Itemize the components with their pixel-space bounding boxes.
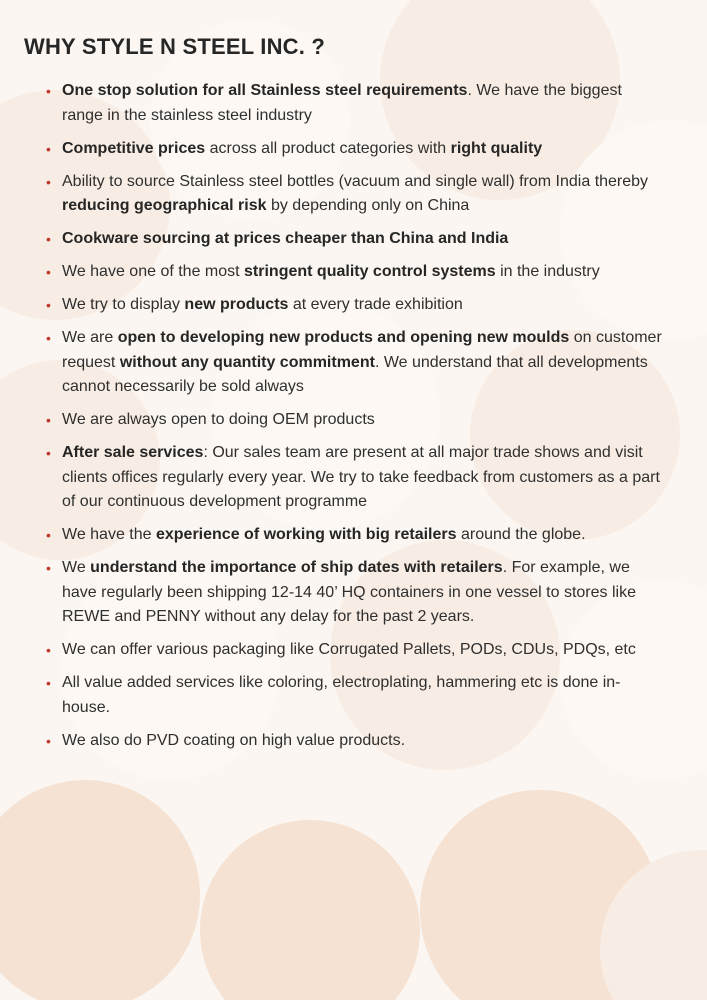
- emphasis-text: One stop solution for all Stainless steel requirements: [62, 82, 468, 99]
- body-text: We have one of the most: [62, 263, 245, 280]
- emphasis-text: experience of working with big retailers: [155, 526, 457, 543]
- list-item: [62, 79, 667, 128]
- body-text: around the globe.: [456, 526, 586, 543]
- emphasis-text: Competitive prices: [62, 139, 206, 157]
- emphasis-text: After sale services: [62, 444, 204, 461]
- body-text: at every trade exhibition: [288, 296, 463, 313]
- body-text: We try to display: [62, 296, 185, 313]
- list-item: [62, 260, 667, 285]
- list-item: [62, 556, 667, 630]
- body-text: We are: [62, 329, 118, 346]
- emphasis-text: right quality: [450, 139, 543, 157]
- body-text: by depending only on China: [266, 197, 470, 214]
- body-text: We also do PVD coating on high value products.: [62, 731, 406, 749]
- body-text: We can offer various packaging like Corrugated Pallets, PODs, CDUs, PDQs, etc: [62, 641, 636, 658]
- body-text: : Our sales team are present at all major trade shows and visit clients offices regularly every year. We try to take feedback from customers as a part of our continuous development programme: [62, 444, 660, 510]
- body-text: in the industry: [495, 263, 600, 280]
- list-item: [62, 523, 667, 548]
- list-item: [62, 137, 667, 162]
- body-text: Ability to source Stainless steel bottles (vacuum and single wall) from India thereby: [62, 172, 649, 190]
- page-title: WHY STYLE N STEEL INC. ?: [24, 34, 326, 59]
- list-item: [62, 671, 667, 720]
- emphasis-text: understand the importance of ship dates with retailers: [90, 559, 503, 576]
- list-item: [62, 170, 667, 219]
- body-text: We: [62, 559, 91, 576]
- list-item: [62, 638, 667, 663]
- body-text: on customer request: [62, 329, 662, 371]
- emphasis-text: new products: [184, 296, 289, 313]
- body-text: All value added services like coloring, electroplating, hammering etc is done in-house.: [62, 674, 621, 716]
- body-text: across all product categories with: [205, 139, 451, 157]
- list-item: [62, 408, 667, 433]
- benefits-list: [24, 79, 667, 753]
- emphasis-text: stringent quality control systems: [244, 263, 496, 280]
- body-text: . We understand that all developments cannot necessarily be sold always: [62, 353, 648, 395]
- list-item: [62, 326, 667, 400]
- emphasis-text: reducing geographical risk: [62, 197, 267, 214]
- body-text: . We have the biggest range in the stainless steel industry: [62, 82, 622, 124]
- emphasis-text: open to developing new products and opening new moulds: [117, 329, 570, 346]
- emphasis-text: Cookware sourcing at prices cheaper than China and India: [62, 230, 509, 247]
- list-item: [62, 293, 667, 318]
- emphasis-text: without any quantity commitment: [119, 353, 375, 371]
- list-item: [62, 729, 667, 754]
- body-text: . For example, we have regularly been shipping 12-14 40’ HQ containers in one vessel to stores like REWE and PENNY without any delay for the past 2 years.: [62, 559, 636, 625]
- body-text: We have the: [62, 526, 156, 543]
- body-text: We are always open to doing OEM products: [62, 411, 375, 428]
- list-item: [62, 227, 667, 252]
- list-item: [62, 441, 667, 515]
